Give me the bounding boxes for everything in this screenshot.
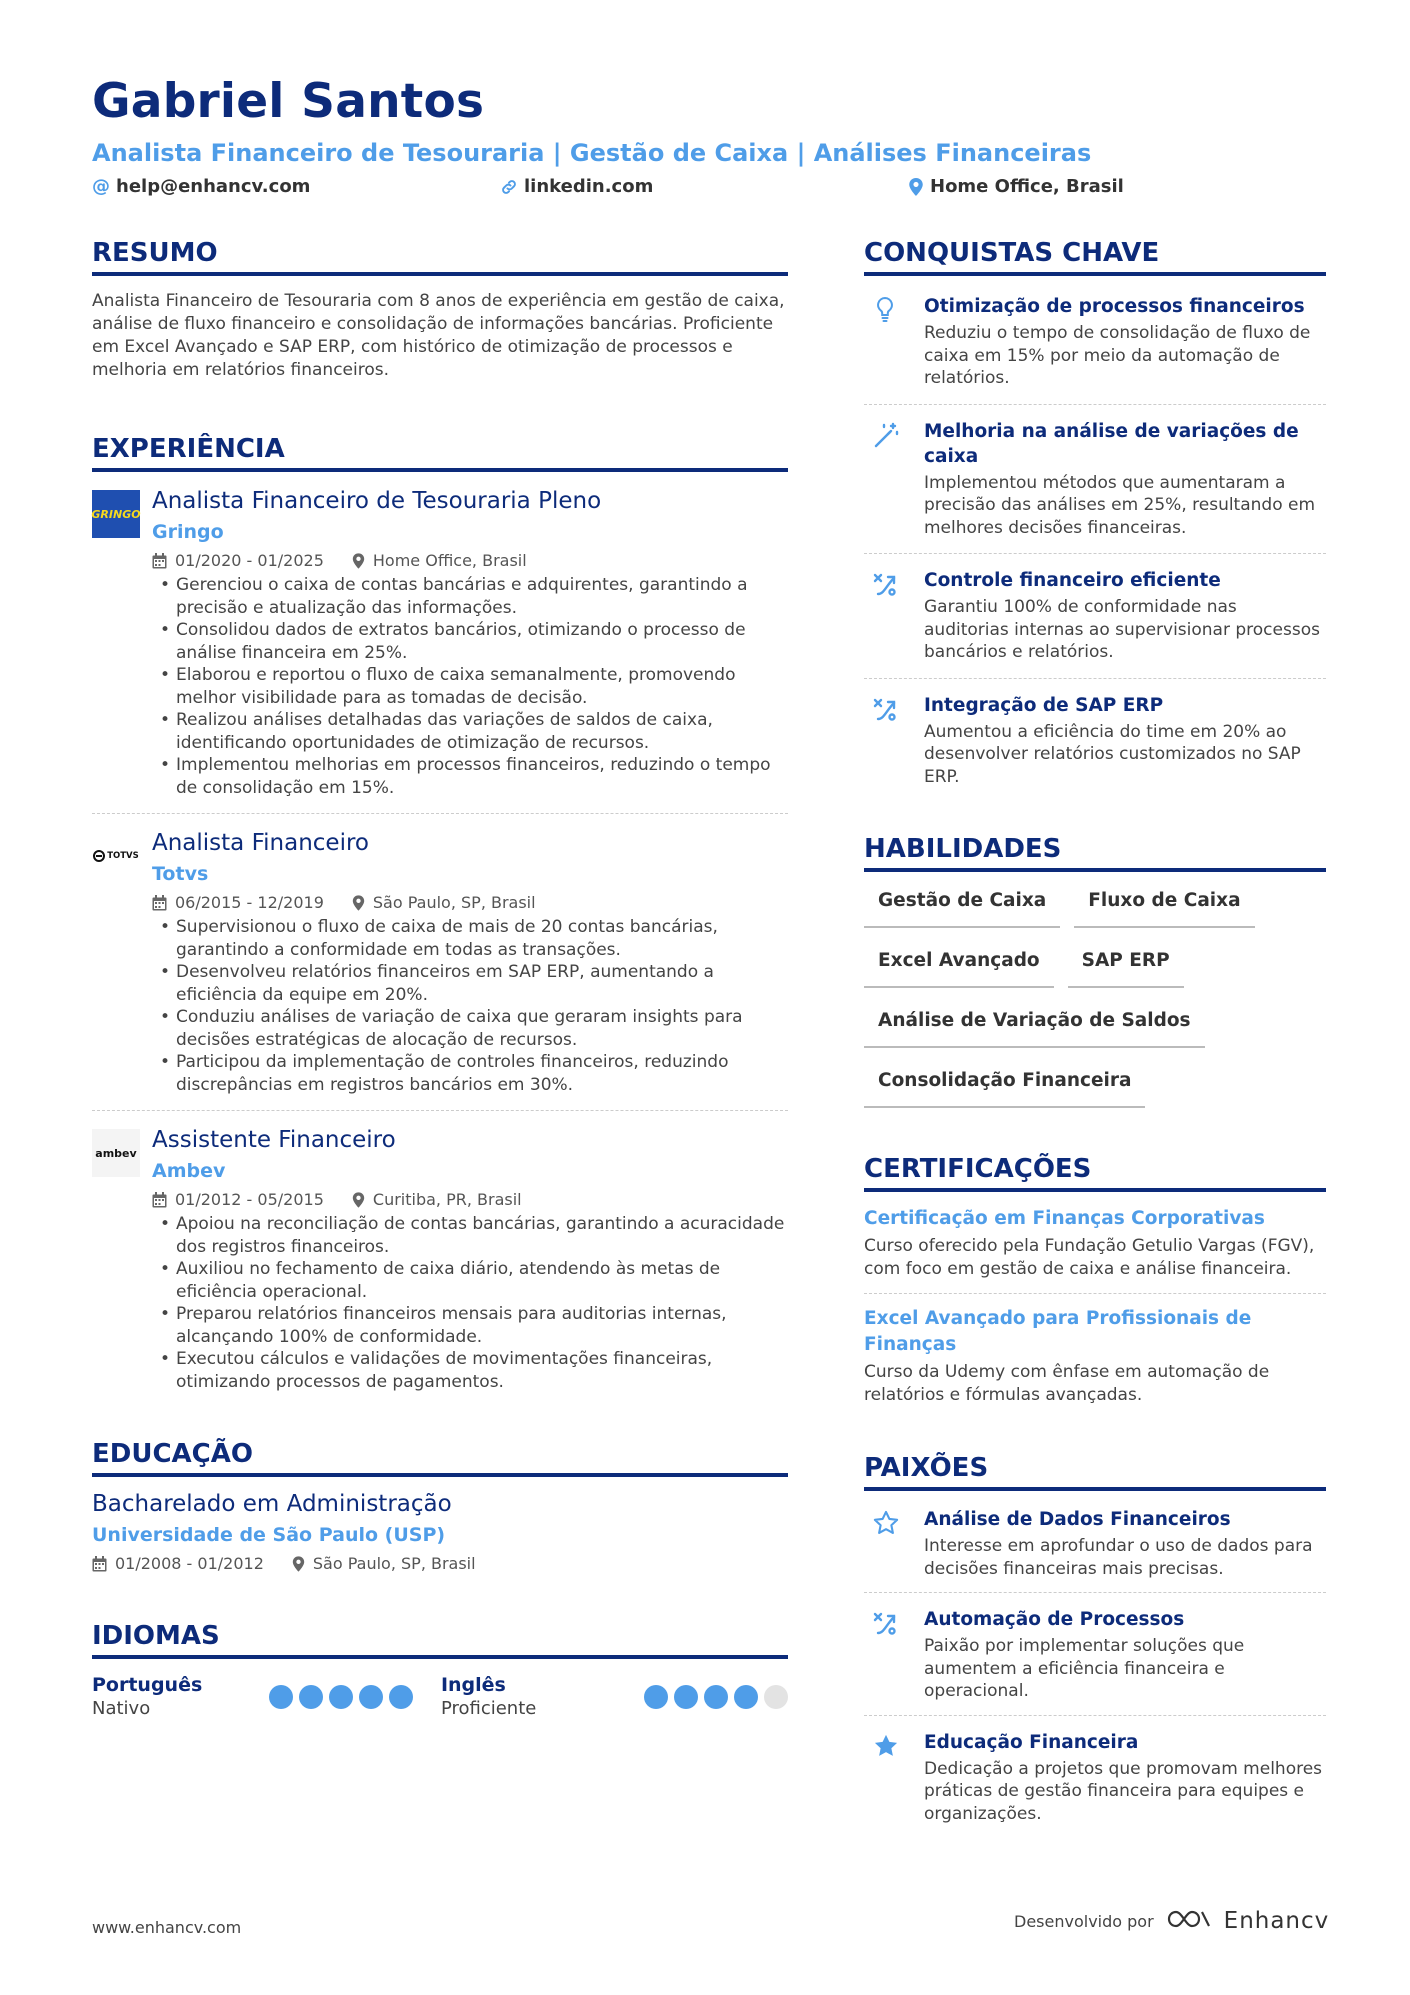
summary-text: Analista Financeiro de Tesouraria com 8 anos de experiência em gestão de caixa, análise de fluxo financeiro e consolidação de informações bancárias. Proficiente em Excel Avançado e SAP ERP, com histórico de otimização de processos e melhoria em relatórios financeiros. (92, 291, 785, 380)
certification-item (864, 1206, 1326, 1281)
language-item (441, 1673, 788, 1721)
education-meta (92, 1553, 788, 1575)
passion-item (864, 1730, 1326, 1826)
certification-title: Certificação em Finanças Corporativas (864, 1208, 1265, 1229)
skills-section (864, 832, 1326, 1108)
list-item: • Executou cálculos e validações de movimentações financeiras, otimizando processos de pagamentos. (152, 1348, 788, 1393)
skill-tag: SAP ERP (1068, 944, 1184, 988)
rating-dot-filled (734, 1685, 758, 1709)
passions-title: PAIXÕES (864, 1451, 1326, 1491)
education-title: EDUCAÇÃO (92, 1437, 788, 1477)
rating-dot-filled (704, 1685, 728, 1709)
list-item: • Apoiou na reconciliação de contas bancárias, garantindo a acuracidade dos registros financeiros. (152, 1213, 788, 1258)
skill-tag: Fluxo de Caixa (1074, 884, 1254, 928)
list-item: • Implementou melhorias em processos financeiros, reduzindo o tempo de consolidação em 15%. (152, 754, 788, 799)
rating-dot-empty (764, 1685, 788, 1709)
rating-dot-filled (269, 1685, 293, 1709)
resume-header (92, 74, 1332, 204)
job-role: Analista Financeiro (152, 830, 369, 856)
map-pin-icon (352, 1192, 365, 1208)
achievement-desc: Garantiu 100% de conformidade nas auditorias internas ao supervisionar processos bancários e relatórios. (924, 597, 1320, 662)
language-level: Proficiente (440, 1698, 537, 1719)
education-degree: Bacharelado em Administração (92, 1491, 452, 1517)
list-item: • Auxiliou no fechamento de caixa diário, atendendo às metas de eficiência operacional. (152, 1258, 788, 1303)
passion-title: Educação Financeira (924, 1731, 1139, 1753)
skill-tag: Análise de Variação de Saldos (864, 1004, 1205, 1048)
job-meta (152, 550, 788, 572)
rating-dot-filled (644, 1685, 668, 1709)
divider (92, 1110, 788, 1111)
contact-location (908, 176, 1124, 197)
achievement-item (864, 693, 1326, 789)
location-text: Home Office, Brasil (930, 176, 1124, 197)
list-item: • Gerenciou o caixa de contas bancárias e adquirentes, garantindo a precisão e atualização das informações. (152, 574, 788, 619)
list-item: • Desenvolveu relatórios financeiros em SAP ERP, aumentando a eficiência da equipe em 20%. (152, 961, 788, 1006)
enhancv-logo-icon (1166, 1908, 1212, 1934)
achievements-section (864, 236, 1326, 788)
languages-title: IDIOMAS (92, 1619, 788, 1659)
divider (864, 1592, 1326, 1593)
list-item: • Realizou análises detalhadas das variações de saldos de caixa, identificando oportunidades de otimização de recursos. (152, 709, 788, 754)
rating-dot-filled (299, 1685, 323, 1709)
map-pin-icon (292, 1556, 305, 1572)
totvs-mark-icon (93, 850, 105, 862)
languages-list (92, 1673, 788, 1721)
certification-desc: Curso da Udemy com ênfase em automação de relatórios e fórmulas avançadas. (864, 1362, 1270, 1405)
certification-item (864, 1306, 1326, 1407)
powered-by-text: Desenvolvido por (1014, 1911, 1154, 1931)
job-meta (152, 1189, 788, 1211)
education-section (92, 1437, 788, 1575)
rating-dot-filled (674, 1685, 698, 1709)
calendar-icon (92, 1556, 107, 1572)
contact-linkedin[interactable] (500, 176, 653, 197)
skill-tag: Consolidação Financeira (864, 1064, 1145, 1108)
divider (864, 1293, 1326, 1294)
divider (864, 1715, 1326, 1716)
language-item (92, 1673, 441, 1721)
footer-branding (1014, 1908, 1329, 1934)
certification-desc: Curso oferecido pela Fundação Getulio Vargas (FGV), com foco em gestão de caixa e análise financeira. (864, 1236, 1315, 1279)
list-item: • Preparou relatórios financeiros mensais para auditorias internas, alcançando 100% de conformidade. (152, 1303, 788, 1348)
achievement-desc: Implementou métodos que aumentaram a precisão das análises em 25%, resultando em melhores decisões financeiras. (924, 472, 1316, 538)
skills-list (864, 884, 1326, 1108)
achievement-desc: Reduziu o tempo de consolidação de fluxo de caixa em 15% por meio da automação de relatórios. (924, 323, 1311, 388)
certification-title: Excel Avançado para Profissionais de Finanças (864, 1308, 1252, 1355)
strategy-icon (872, 570, 900, 598)
passion-desc: Paixão por implementar soluções que aumentem a eficiência financeira e operacional. (924, 1636, 1245, 1701)
education-location-text: São Paulo, SP, Brasil (312, 1554, 476, 1573)
education-item (92, 1489, 788, 1575)
map-pin-icon (352, 553, 365, 569)
rating-dot-filled (389, 1685, 413, 1709)
left-column (92, 236, 788, 1721)
job-location (352, 550, 527, 572)
list-item: • Conduziu análises de variação de caixa que geraram insights para decisões estratégicas de alocação de recursos. (152, 1006, 788, 1051)
list-item: • Consolidou dados de extratos bancários, otimizando o processo de análise financeira em 25%. (152, 619, 788, 664)
language-rating (269, 1685, 413, 1709)
footer-website[interactable]: www.enhancv.com (92, 1918, 242, 1937)
candidate-headline: Analista Financeiro de Tesouraria | Gestão de Caixa | Análises Financeiras (92, 139, 1092, 167)
achievement-desc: Aumentou a eficiência do time em 20% ao desenvolver relatórios customizados no SAP ERP. (924, 721, 1301, 787)
contact-email[interactable] (92, 176, 310, 197)
certifications-title: CERTIFICAÇÕES (864, 1152, 1326, 1192)
achievement-title: Otimização de processos financeiros (924, 296, 1305, 317)
certifications-section (864, 1152, 1326, 1407)
star-filled-icon (872, 1732, 900, 1760)
job-meta (152, 892, 788, 914)
summary-section (92, 236, 788, 382)
skill-tag: Gestão de Caixa (864, 884, 1060, 928)
summary-title: RESUMO (92, 236, 788, 276)
job-location-text: São Paulo, SP, Brasil (372, 893, 536, 912)
language-level: Nativo (92, 1698, 151, 1719)
totvs-logo (92, 832, 140, 880)
experience-title: EXPERIÊNCIA (92, 432, 788, 472)
achievement-item (864, 419, 1326, 540)
job-company: Gringo (152, 521, 224, 543)
divider (864, 553, 1326, 554)
job-location-text: Home Office, Brasil (372, 551, 527, 570)
passions-section (864, 1451, 1326, 1825)
achievement-title: Melhoria na análise de variações de caixa (924, 420, 1299, 467)
ambev-logo (92, 1129, 140, 1177)
enhancv-brand: Enhancv (1223, 1908, 1330, 1934)
job-dates-text: 01/2020 - 01/2025 (175, 551, 324, 570)
job-bullets (152, 574, 788, 799)
calendar-icon (152, 1192, 167, 1208)
right-column (864, 236, 1326, 1825)
passion-title: Automação de Processos (924, 1609, 1185, 1630)
job-bullets (152, 916, 788, 1096)
achievement-item (864, 294, 1326, 390)
magic-wand-icon (872, 421, 900, 449)
ambev-logo-text: ambev (95, 1146, 137, 1160)
job-bullets (152, 1213, 788, 1393)
job-dates-text: 06/2015 - 12/2019 (175, 893, 324, 912)
job-role: Assistente Financeiro (152, 1127, 396, 1153)
achievements-title: CONQUISTAS CHAVE (864, 236, 1326, 276)
language-rating (644, 1685, 788, 1709)
at-sign-icon: @ (92, 176, 110, 197)
skill-tag: Excel Avançado (864, 944, 1054, 988)
gringo-logo (92, 490, 140, 538)
achievement-title: Integração de SAP ERP (924, 694, 1164, 716)
strategy-icon (872, 1609, 900, 1637)
job-dates (152, 1189, 324, 1211)
email-text: help@enhancv.com (116, 176, 311, 197)
divider (864, 678, 1326, 679)
passion-desc: Dedicação a projetos que promovam melhores práticas de gestão financeira para equipes e organizações. (924, 1758, 1323, 1824)
skills-title: HABILIDADES (864, 832, 1326, 872)
job-dates (152, 892, 324, 914)
language-name: Inglês (440, 1674, 506, 1696)
passion-desc: Interesse em aprofundar o uso de dados para decisões financeiras mais precisas. (924, 1536, 1313, 1579)
passion-item (864, 1507, 1326, 1580)
map-pin-icon (908, 178, 924, 196)
job-company: Totvs (152, 863, 209, 885)
job-dates (152, 550, 324, 572)
list-item: • Elaborou e reportou o fluxo de caixa semanalmente, promovendo melhor visibilidade para as tomadas de decisão. (152, 664, 788, 709)
strategy-icon (872, 695, 900, 723)
rating-dot-filled (329, 1685, 353, 1709)
job-company: Ambev (152, 1160, 226, 1182)
education-dates (92, 1553, 264, 1575)
map-pin-icon (352, 895, 365, 911)
job-location (352, 1189, 522, 1211)
link-icon (500, 178, 518, 196)
job-location (352, 892, 536, 914)
passion-title: Análise de Dados Financeiros (924, 1509, 1231, 1530)
passion-item (864, 1607, 1326, 1703)
linkedin-text: linkedin.com (524, 176, 654, 197)
job-role: Analista Financeiro de Tesouraria Pleno (152, 488, 602, 514)
lightbulb-icon (872, 296, 900, 324)
achievement-title: Controle financeiro eficiente (924, 570, 1221, 591)
gringo-logo-text: GRINGO (91, 507, 141, 521)
education-school: Universidade de São Paulo (USP) (92, 1524, 446, 1546)
experience-item (92, 486, 788, 799)
contact-bar (92, 174, 1332, 204)
rating-dot-filled (359, 1685, 383, 1709)
job-dates-text: 01/2012 - 05/2015 (175, 1190, 324, 1209)
list-item: • Supervisionou o fluxo de caixa de mais de 20 contas bancárias, garantindo a conformidade em todas as transações. (152, 916, 788, 961)
job-location-text: Curitiba, PR, Brasil (372, 1190, 522, 1209)
education-dates-text: 01/2008 - 01/2012 (115, 1554, 264, 1573)
experience-item (92, 828, 788, 1096)
calendar-icon (152, 553, 167, 569)
divider (864, 404, 1326, 405)
totvs-logo-text: TOTVS (107, 851, 139, 861)
language-name: Português (92, 1674, 203, 1696)
achievement-item (864, 568, 1326, 664)
education-location (292, 1553, 476, 1575)
languages-section (92, 1619, 788, 1721)
candidate-name: Gabriel Santos (92, 74, 485, 129)
experience-section (92, 432, 788, 1393)
divider (92, 813, 788, 814)
star-outline-icon (872, 1509, 900, 1537)
calendar-icon (152, 895, 167, 911)
list-item: • Participou da implementação de controles financeiros, reduzindo discrepâncias em registros bancários em 30%. (152, 1051, 788, 1096)
experience-item (92, 1125, 788, 1393)
